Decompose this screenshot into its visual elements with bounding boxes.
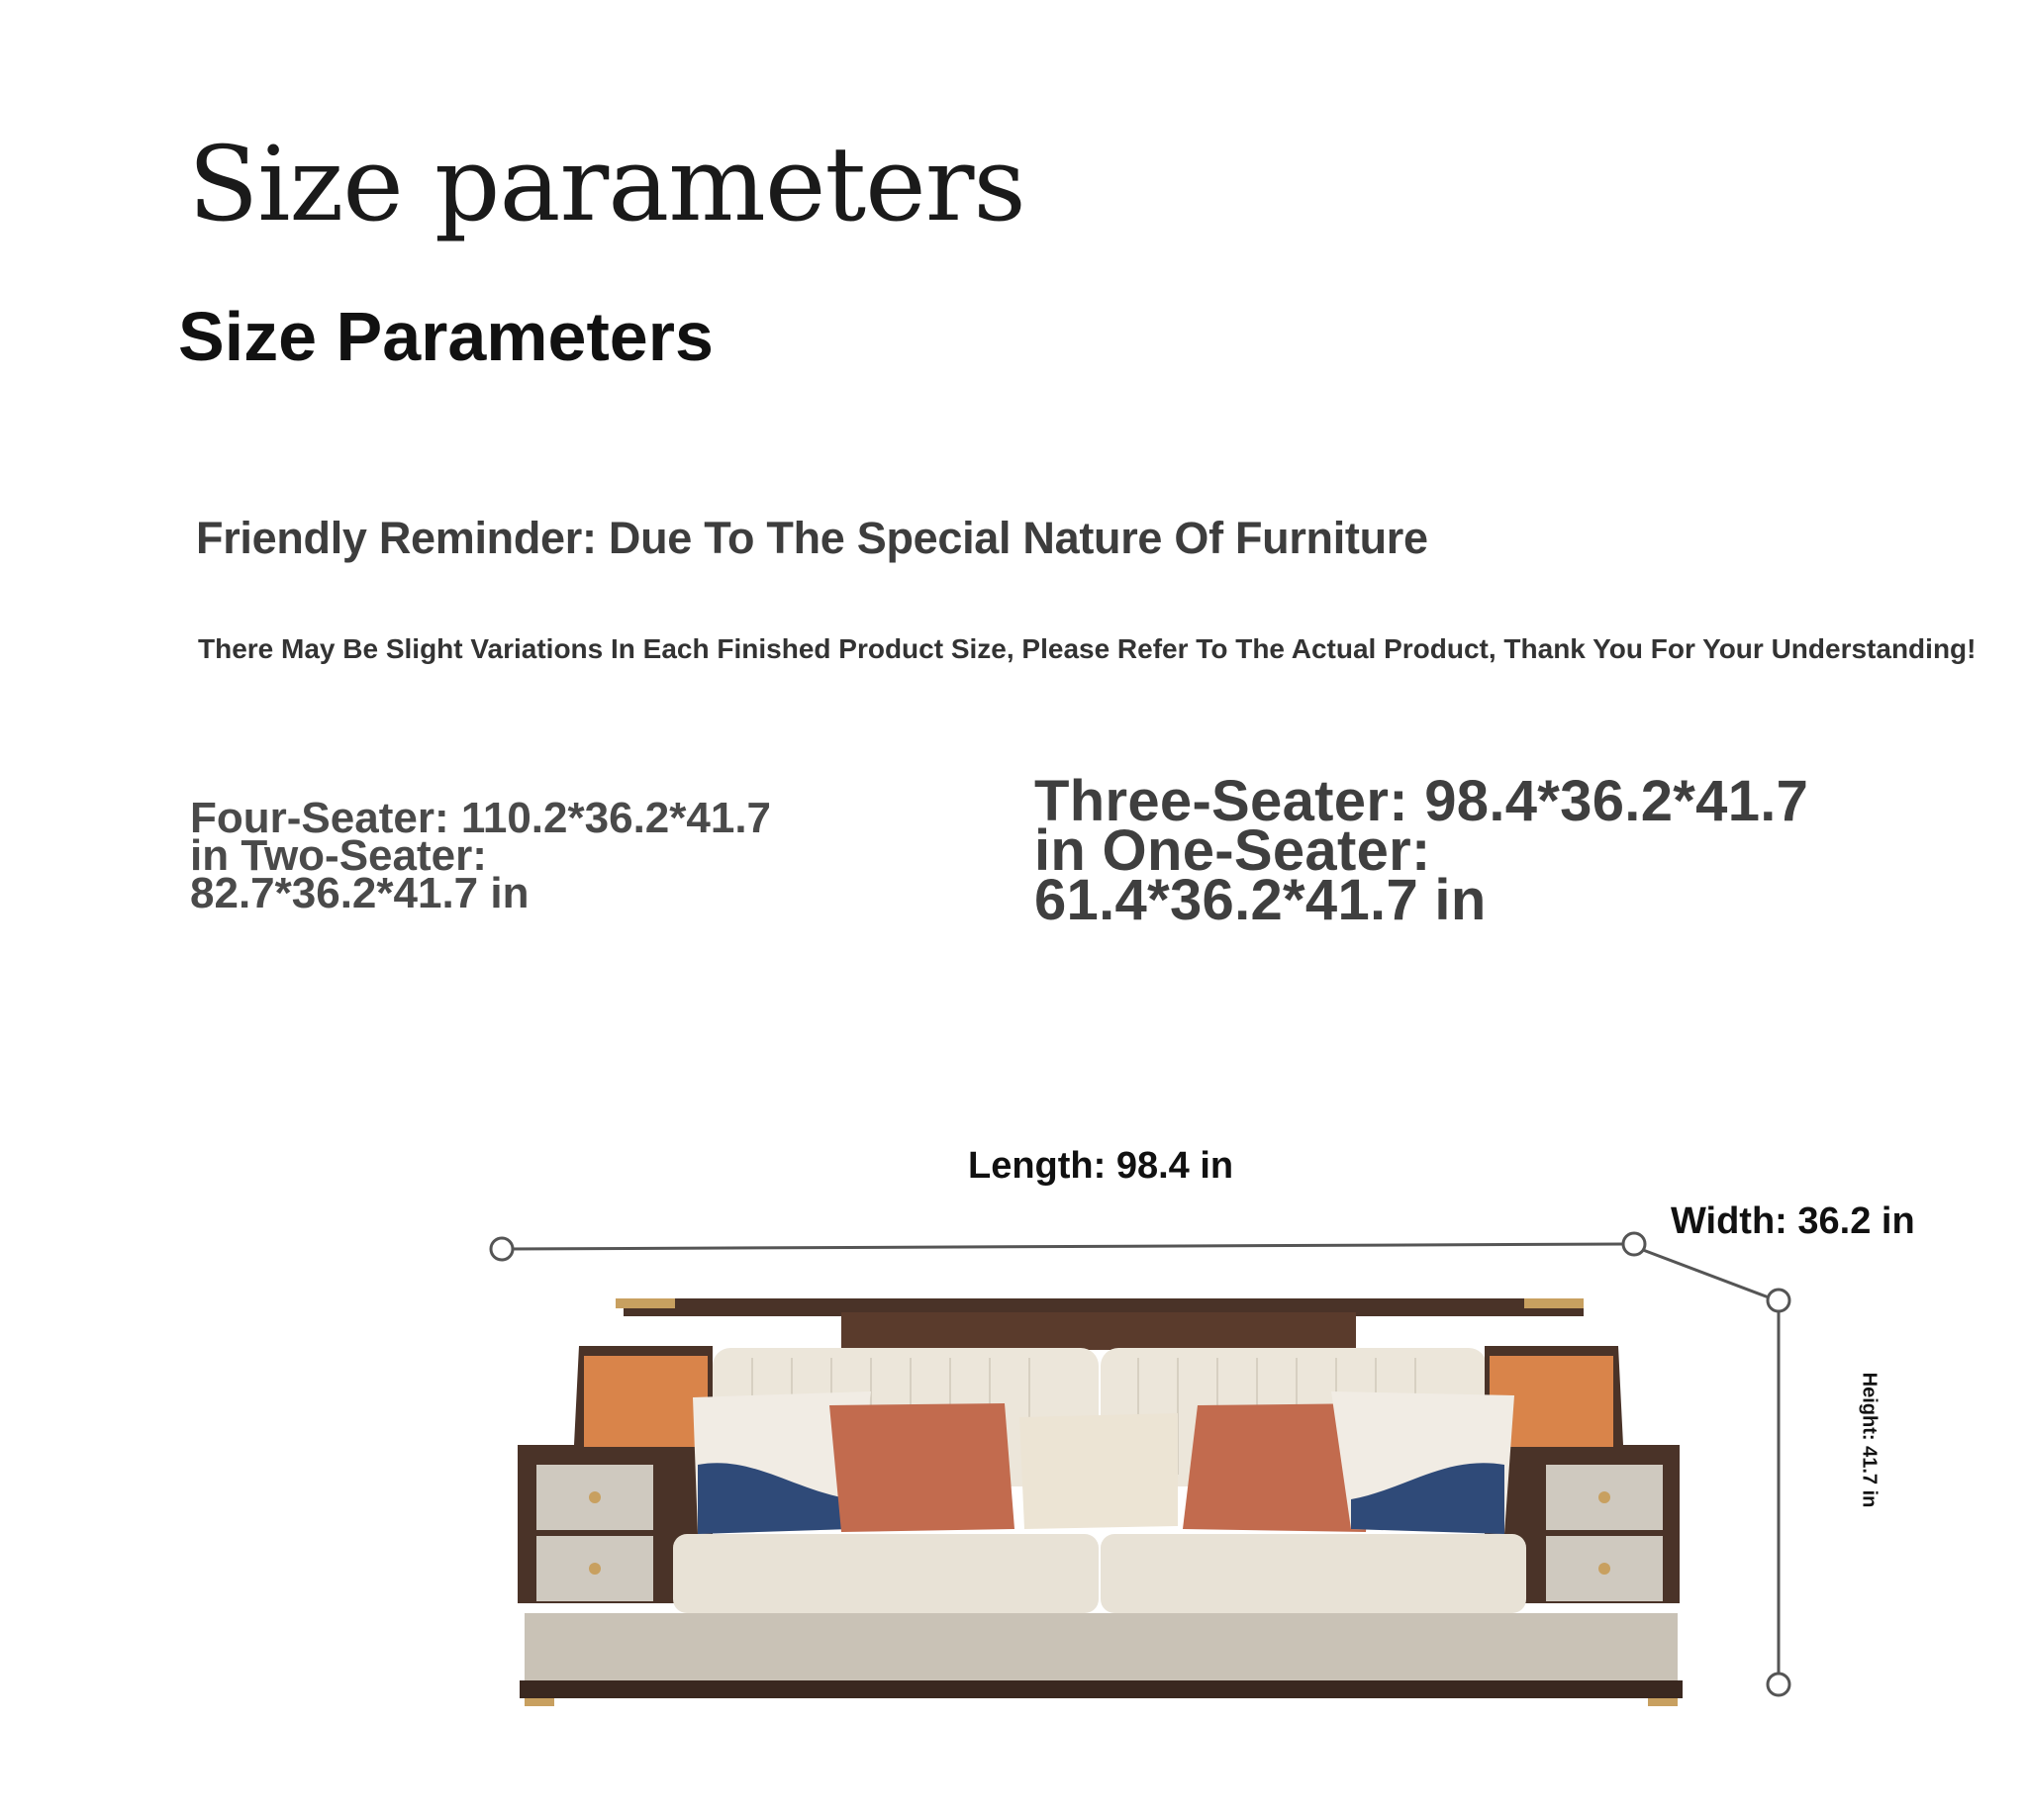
size-line: 82.7*36.2*41.7 in: [190, 869, 530, 917]
size-line: in Two-Seater:: [190, 831, 487, 880]
size-line: Four-Seater: 110.2*36.2*41.7: [190, 794, 772, 842]
length-label: Length: 98.4 in: [968, 1145, 1234, 1187]
width-label: Width: 36.2 in: [1671, 1200, 1915, 1242]
size-line: 61.4*36.2*41.7 in: [1034, 868, 1487, 932]
variation-notice: There May Be Slight Variations In Each Finished Product Size, Please Refer To The Actual Product, Thank You For Your Understanding!: [198, 633, 1977, 664]
pillow-orange-left: [829, 1403, 1014, 1532]
sofa-base: [525, 1613, 1678, 1682]
page-title-serif: Size parameters: [188, 124, 1025, 244]
height-label: Height: 41.7 in: [1858, 1372, 1881, 1508]
pillow-center: [1019, 1413, 1178, 1529]
length-dimension-line: [491, 1233, 1645, 1260]
seat-cushion-right: [1101, 1534, 1526, 1613]
size-line: in One-Seater:: [1034, 818, 1431, 883]
size-line: Three-Seater: 98.4*36.2*41.7: [1034, 769, 1809, 833]
page-title-bold: Size Parameters: [178, 298, 714, 375]
seat-cushion-left: [673, 1534, 1099, 1613]
sofa-icon: [518, 1298, 1683, 1706]
reminder-heading: Friendly Reminder: Due To The Special Nature Of Furniture: [196, 513, 1428, 563]
width-dimension-line: [1643, 1250, 1789, 1311]
height-dimension-line: [1768, 1312, 1789, 1695]
